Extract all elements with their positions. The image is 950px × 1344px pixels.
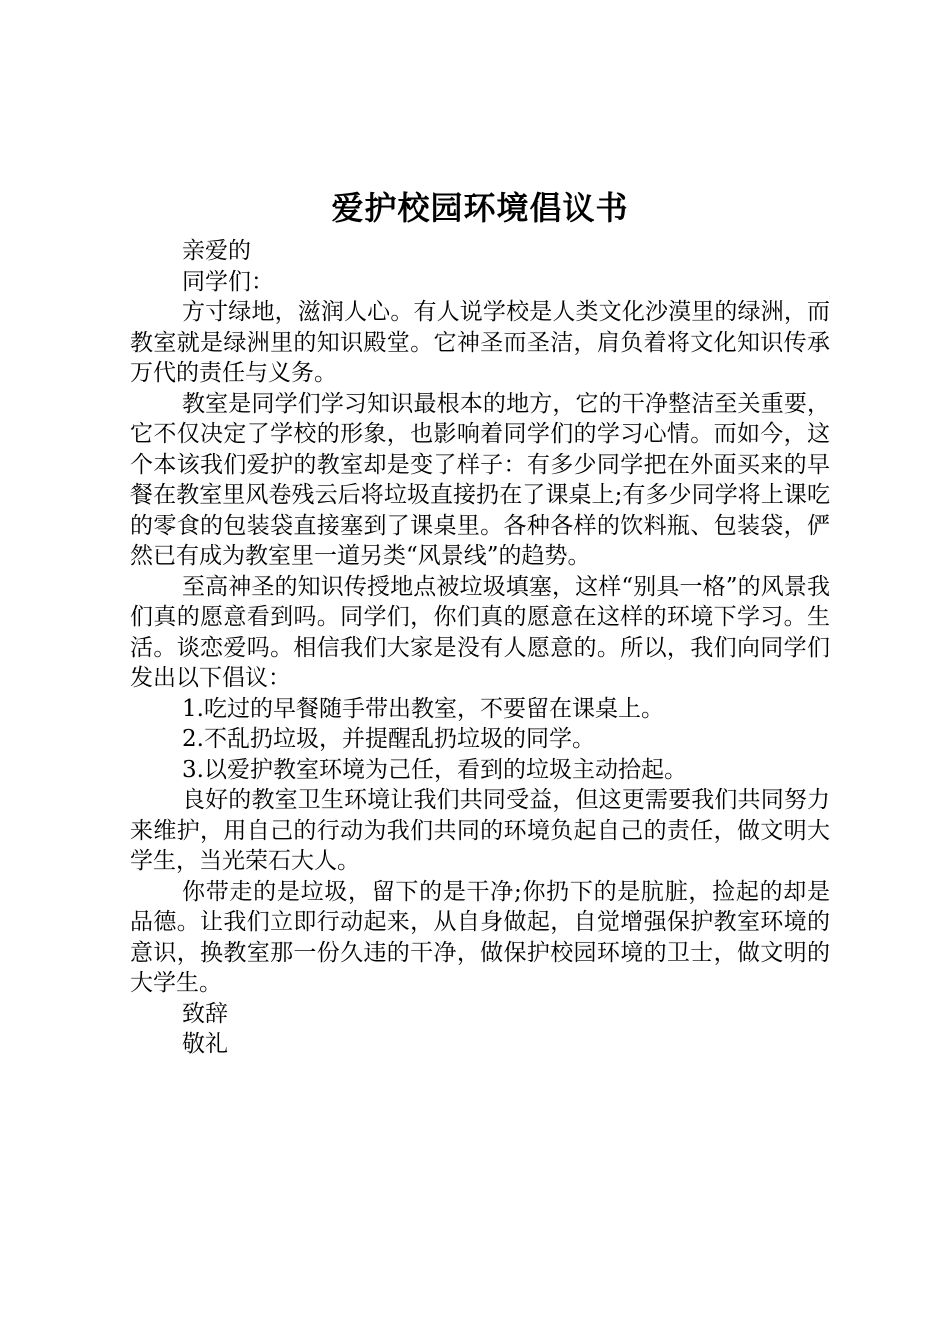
document-title: 爱护校园环境倡议书 [331, 189, 629, 227]
sign-off-line-1: 致辞 [182, 1000, 228, 1027]
salutation-line-2: 同学们： [182, 268, 274, 295]
document-page [130, 180, 830, 1060]
proposal-item-1: 1.吃过的早餐随手带出教室，不要留在课桌上。 [182, 695, 664, 722]
body-paragraph-2: 教室是同学们学习知识最根本的地方，它的干净整洁至关重要，它不仅决定了学校的形象，也影响着同学们的学习心情。而如今，这个本该我们爱护的教室却是变了样子：有多少同学把在外面买来的早餐在教室里风卷残云后将垃圾直接扔在了课桌上;有多少同学将上课吃的零食的包装袋直接塞到了课桌里。各种各样的饮料瓶、包装袋，俨然已有成为教室里一道另类“风景线”的趋势。 [130, 390, 830, 569]
sign-off-line-2: 敬礼 [182, 1031, 228, 1057]
proposal-item-3: 3.以爱护教室环境为己任，看到的垃圾主动拾起。 [182, 756, 687, 783]
body-paragraph-1: 方寸绿地，滋润人心。有人说学校是人类文化沙漠里的绿洲，而教室就是绿洲里的知识殿堂。它神圣而圣洁，肩负着将文化知识传承万代的责任与义务。 [130, 299, 830, 386]
proposal-item-2: 2.不乱扔垃圾，并提醒乱扔垃圾的同学。 [182, 726, 595, 752]
closing-paragraph-2: 你带走的是垃圾，留下的是干净;你扔下的是肮脏，捡起的却是品德。让我们立即行动起来，从自身做起，自觉增强保护教室环境的意识，换教室那一份久违的干净，做保护校园环境的卫士，做文明的大学生。 [130, 878, 830, 996]
closing-paragraph-1: 良好的教室卫生环境让我们共同受益，但这更需要我们共同努力来维护，用自己的行动为我们共同的环境负起自己的责任，做文明大学生，当光荣石大人。 [130, 787, 830, 874]
body-paragraph-3: 至高神圣的知识传授地点被垃圾填塞，这样“别具一格”的风景我们真的愿意看到吗。同学们，你们真的愿意在这样的环境下学习。生活。谈恋爱吗。相信我们大家是没有人愿意的。所以，我们向同学们发出以下倡议： [130, 573, 830, 691]
salutation-line-1: 亲爱的 [182, 238, 251, 264]
